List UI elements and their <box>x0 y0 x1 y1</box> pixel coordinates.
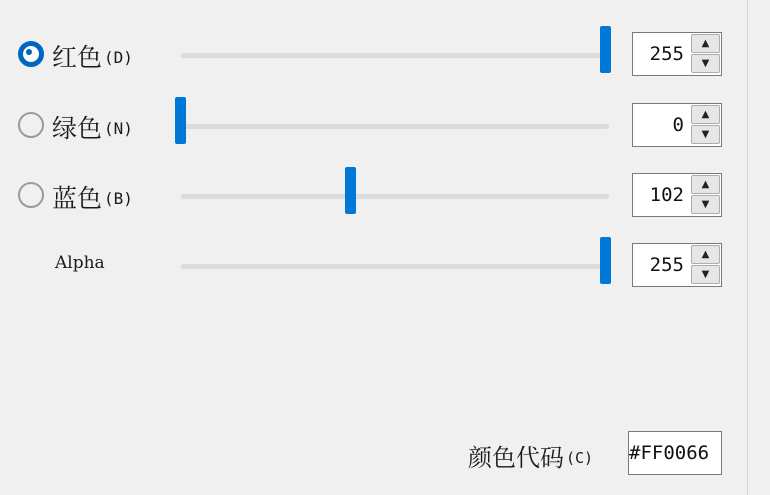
chevron-up-icon: ▲ <box>701 109 710 120</box>
chevron-down-icon: ▼ <box>701 129 710 140</box>
green-slider-track[interactable] <box>181 124 609 129</box>
red-radio[interactable] <box>18 41 44 67</box>
blue-spinbox[interactable] <box>632 173 722 217</box>
red-spinbox[interactable] <box>632 32 722 76</box>
alpha-value[interactable]: 255 <box>649 254 684 276</box>
alpha-decrement-button[interactable] <box>691 265 720 284</box>
color-code-mnemonic: (C) <box>566 449 594 467</box>
green-label-text: 绿色 <box>52 114 103 143</box>
alpha-row <box>0 235 740 295</box>
blue-row <box>0 165 740 225</box>
chevron-up-icon: ▲ <box>701 179 710 190</box>
green-spinbox[interactable] <box>632 103 722 147</box>
blue-label <box>52 179 133 215</box>
chevron-down-icon: ▼ <box>701 199 710 210</box>
green-row <box>0 95 740 155</box>
color-code-value: #FF0066 <box>629 442 710 464</box>
red-label <box>52 38 133 74</box>
green-radio[interactable] <box>18 112 44 138</box>
alpha-label: Alpha <box>55 253 105 273</box>
green-decrement-button[interactable] <box>691 125 720 144</box>
red-slider-thumb[interactable] <box>600 26 611 73</box>
red-label-text: 红色 <box>52 43 103 72</box>
alpha-increment-button[interactable] <box>691 245 720 264</box>
red-value[interactable]: 255 <box>649 43 684 65</box>
red-increment-button[interactable] <box>691 34 720 53</box>
chevron-up-icon: ▲ <box>701 249 710 260</box>
chevron-down-icon: ▼ <box>701 58 710 69</box>
red-decrement-button[interactable] <box>691 54 720 73</box>
color-code-input[interactable] <box>628 431 722 475</box>
alpha-slider-track[interactable] <box>181 264 609 269</box>
alpha-spinbox[interactable] <box>632 243 722 287</box>
alpha-slider-thumb[interactable] <box>600 237 611 284</box>
green-increment-button[interactable] <box>691 105 720 124</box>
red-row <box>0 24 740 84</box>
chevron-up-icon: ▲ <box>701 38 710 49</box>
color-code-label <box>468 438 593 473</box>
blue-radio[interactable] <box>18 182 44 208</box>
color-code-label-text: 颜色代码 <box>468 444 564 472</box>
green-mnemonic: (N) <box>104 119 133 138</box>
red-mnemonic: (D) <box>104 48 133 67</box>
blue-decrement-button[interactable] <box>691 195 720 214</box>
blue-mnemonic: (B) <box>104 189 133 208</box>
green-label <box>52 109 133 145</box>
red-slider-track[interactable] <box>181 53 609 58</box>
blue-label-text: 蓝色 <box>52 184 103 213</box>
blue-slider-thumb[interactable] <box>345 167 356 214</box>
panel-divider <box>747 0 748 495</box>
blue-slider-track[interactable] <box>181 194 609 199</box>
chevron-down-icon: ▼ <box>701 269 710 280</box>
blue-value[interactable]: 102 <box>649 184 684 206</box>
green-value[interactable]: 0 <box>672 114 684 136</box>
blue-increment-button[interactable] <box>691 175 720 194</box>
green-slider-thumb[interactable] <box>175 97 186 144</box>
